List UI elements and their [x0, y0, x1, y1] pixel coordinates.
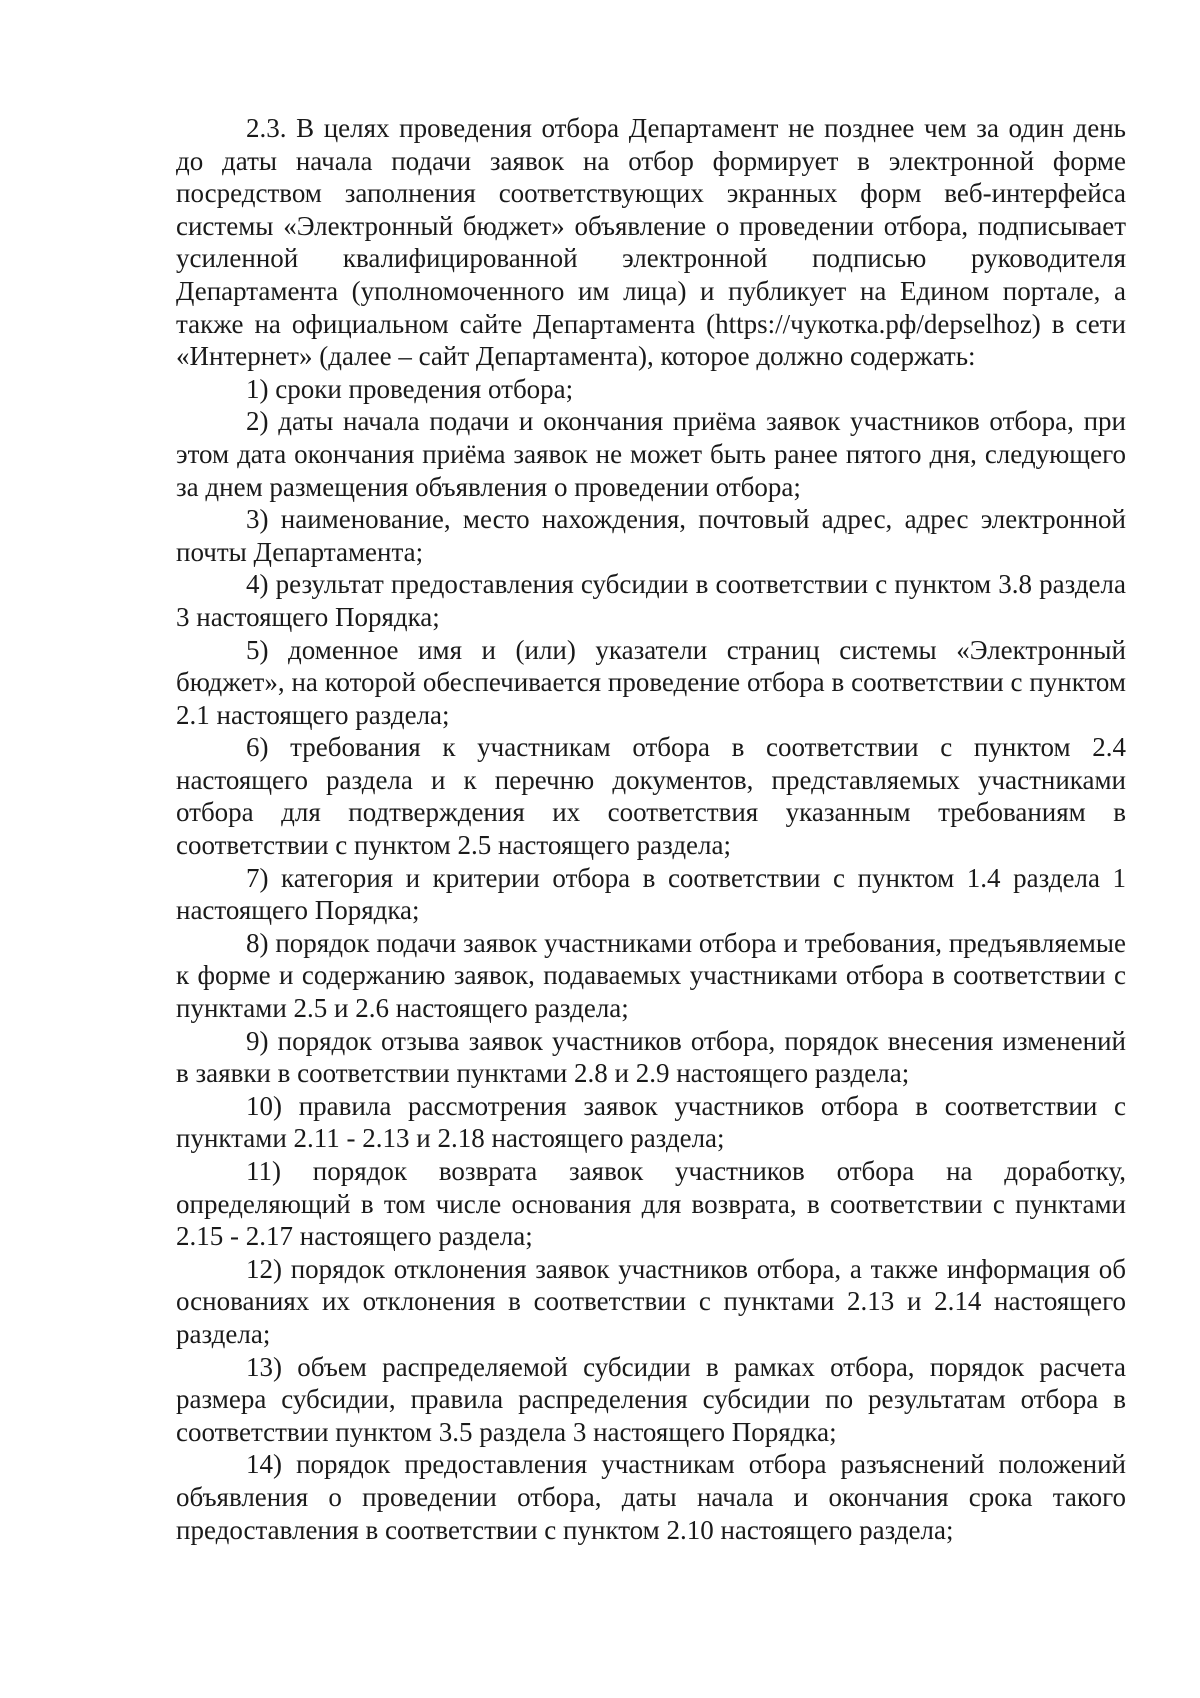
document-page: [176, 112, 1126, 1546]
list-item-9: 9) порядок отзыва заявок участников отбора, порядок внесения изменений в заявки в соответствии пунктами 2.8 и 2.9 настоящего раздела;: [176, 1025, 1126, 1089]
list-item-13: 13) объем распределяемой субсидии в рамках отбора, порядок расчета размера субсидии, правила распределения субсидии по результатам отбора в соответствии пунктом 3.5 раздела 3 настоящего Порядка;: [176, 1351, 1126, 1447]
list-item-3: 3) наименование, место нахождения, почтовый адрес, адрес электронной почты Департамента;: [176, 504, 1126, 567]
list-item-4: 4) результат предоставления субсидии в соответствии с пунктом 3.8 раздела 3 настоящего Порядка;: [176, 569, 1126, 632]
list-item-10: 10) правила рассмотрения заявок участников отбора в соответствии с пунктами 2.11 - 2.13 и 2.18 настоящего раздела;: [176, 1090, 1126, 1154]
list-item-12: 12) порядок отклонения заявок участников отбора, а также информация об основаниях их отклонения в соответствии с пунктами 2.13 и 2.14 настоящего раздела;: [176, 1253, 1126, 1349]
list-item-6: 6) требования к участникам отбора в соответствии с пунктом 2.4 настоящего раздела и к перечню документов, представляемых участниками отбора для подтверждения их соответствия указанным требованиям в соответствии с пунктом 2.5 настоящего раздела;: [176, 732, 1126, 861]
list-item-5: 5) доменное имя и (или) указатели страниц системы «Электронный бюджет», на которой обеспечивается проведение отбора в соответствии с пунктом 2.1 настоящего раздела;: [176, 634, 1126, 730]
list-item-2: 2) даты начала подачи и окончания приёма заявок участников отбора, при этом дата окончания приёма заявок не может быть ранее пятого дня, следующего за днем размещения объявления о проведении отбора;: [176, 406, 1126, 502]
paragraph-2-3: 2.3. В целях проведения отбора Департамент не позднее чем за один день до даты начала подачи заявок на отбор формирует в электронной форме посредством заполнения соответствующих экранных форм веб-интерфейса системы «Электронный бюджет» объявление о проведении отбора, подписывает усиленной квалифицированной электронной подписью руководителя Департамента (уполномоченного им лица) и публикует на Едином портале, а также на официальном сайте Департамента (https://чукотка.рф/depselhoz) в сети «Интернет» (далее – сайт Департамента), которое должно содержать:: [176, 113, 1126, 372]
list-item-1: 1) сроки проведения отбора;: [246, 373, 574, 404]
list-item-8: 8) порядок подачи заявок участниками отбора и требования, предъявляемые к форме и содержанию заявок, подаваемых участниками отбора в соответствии с пунктами 2.5 и 2.6 настоящего раздела;: [176, 927, 1126, 1024]
list-item-14: 14) порядок предоставления участникам отбора разъяснений положений объявления о проведении отбора, даты начала и окончания срока такого предоставления в соответствии с пунктом 2.10 настоящего раздела;: [176, 1449, 1126, 1545]
list-item-7: 7) категория и критерии отбора в соответствии с пунктом 1.4 раздела 1 настоящего Порядка;: [176, 862, 1126, 926]
list-item-11: 11) порядок возврата заявок участников отбора на доработку, определяющий в том числе основания для возврата, в соответствии с пунктами 2.15 - 2.17 настоящего раздела;: [176, 1156, 1126, 1252]
